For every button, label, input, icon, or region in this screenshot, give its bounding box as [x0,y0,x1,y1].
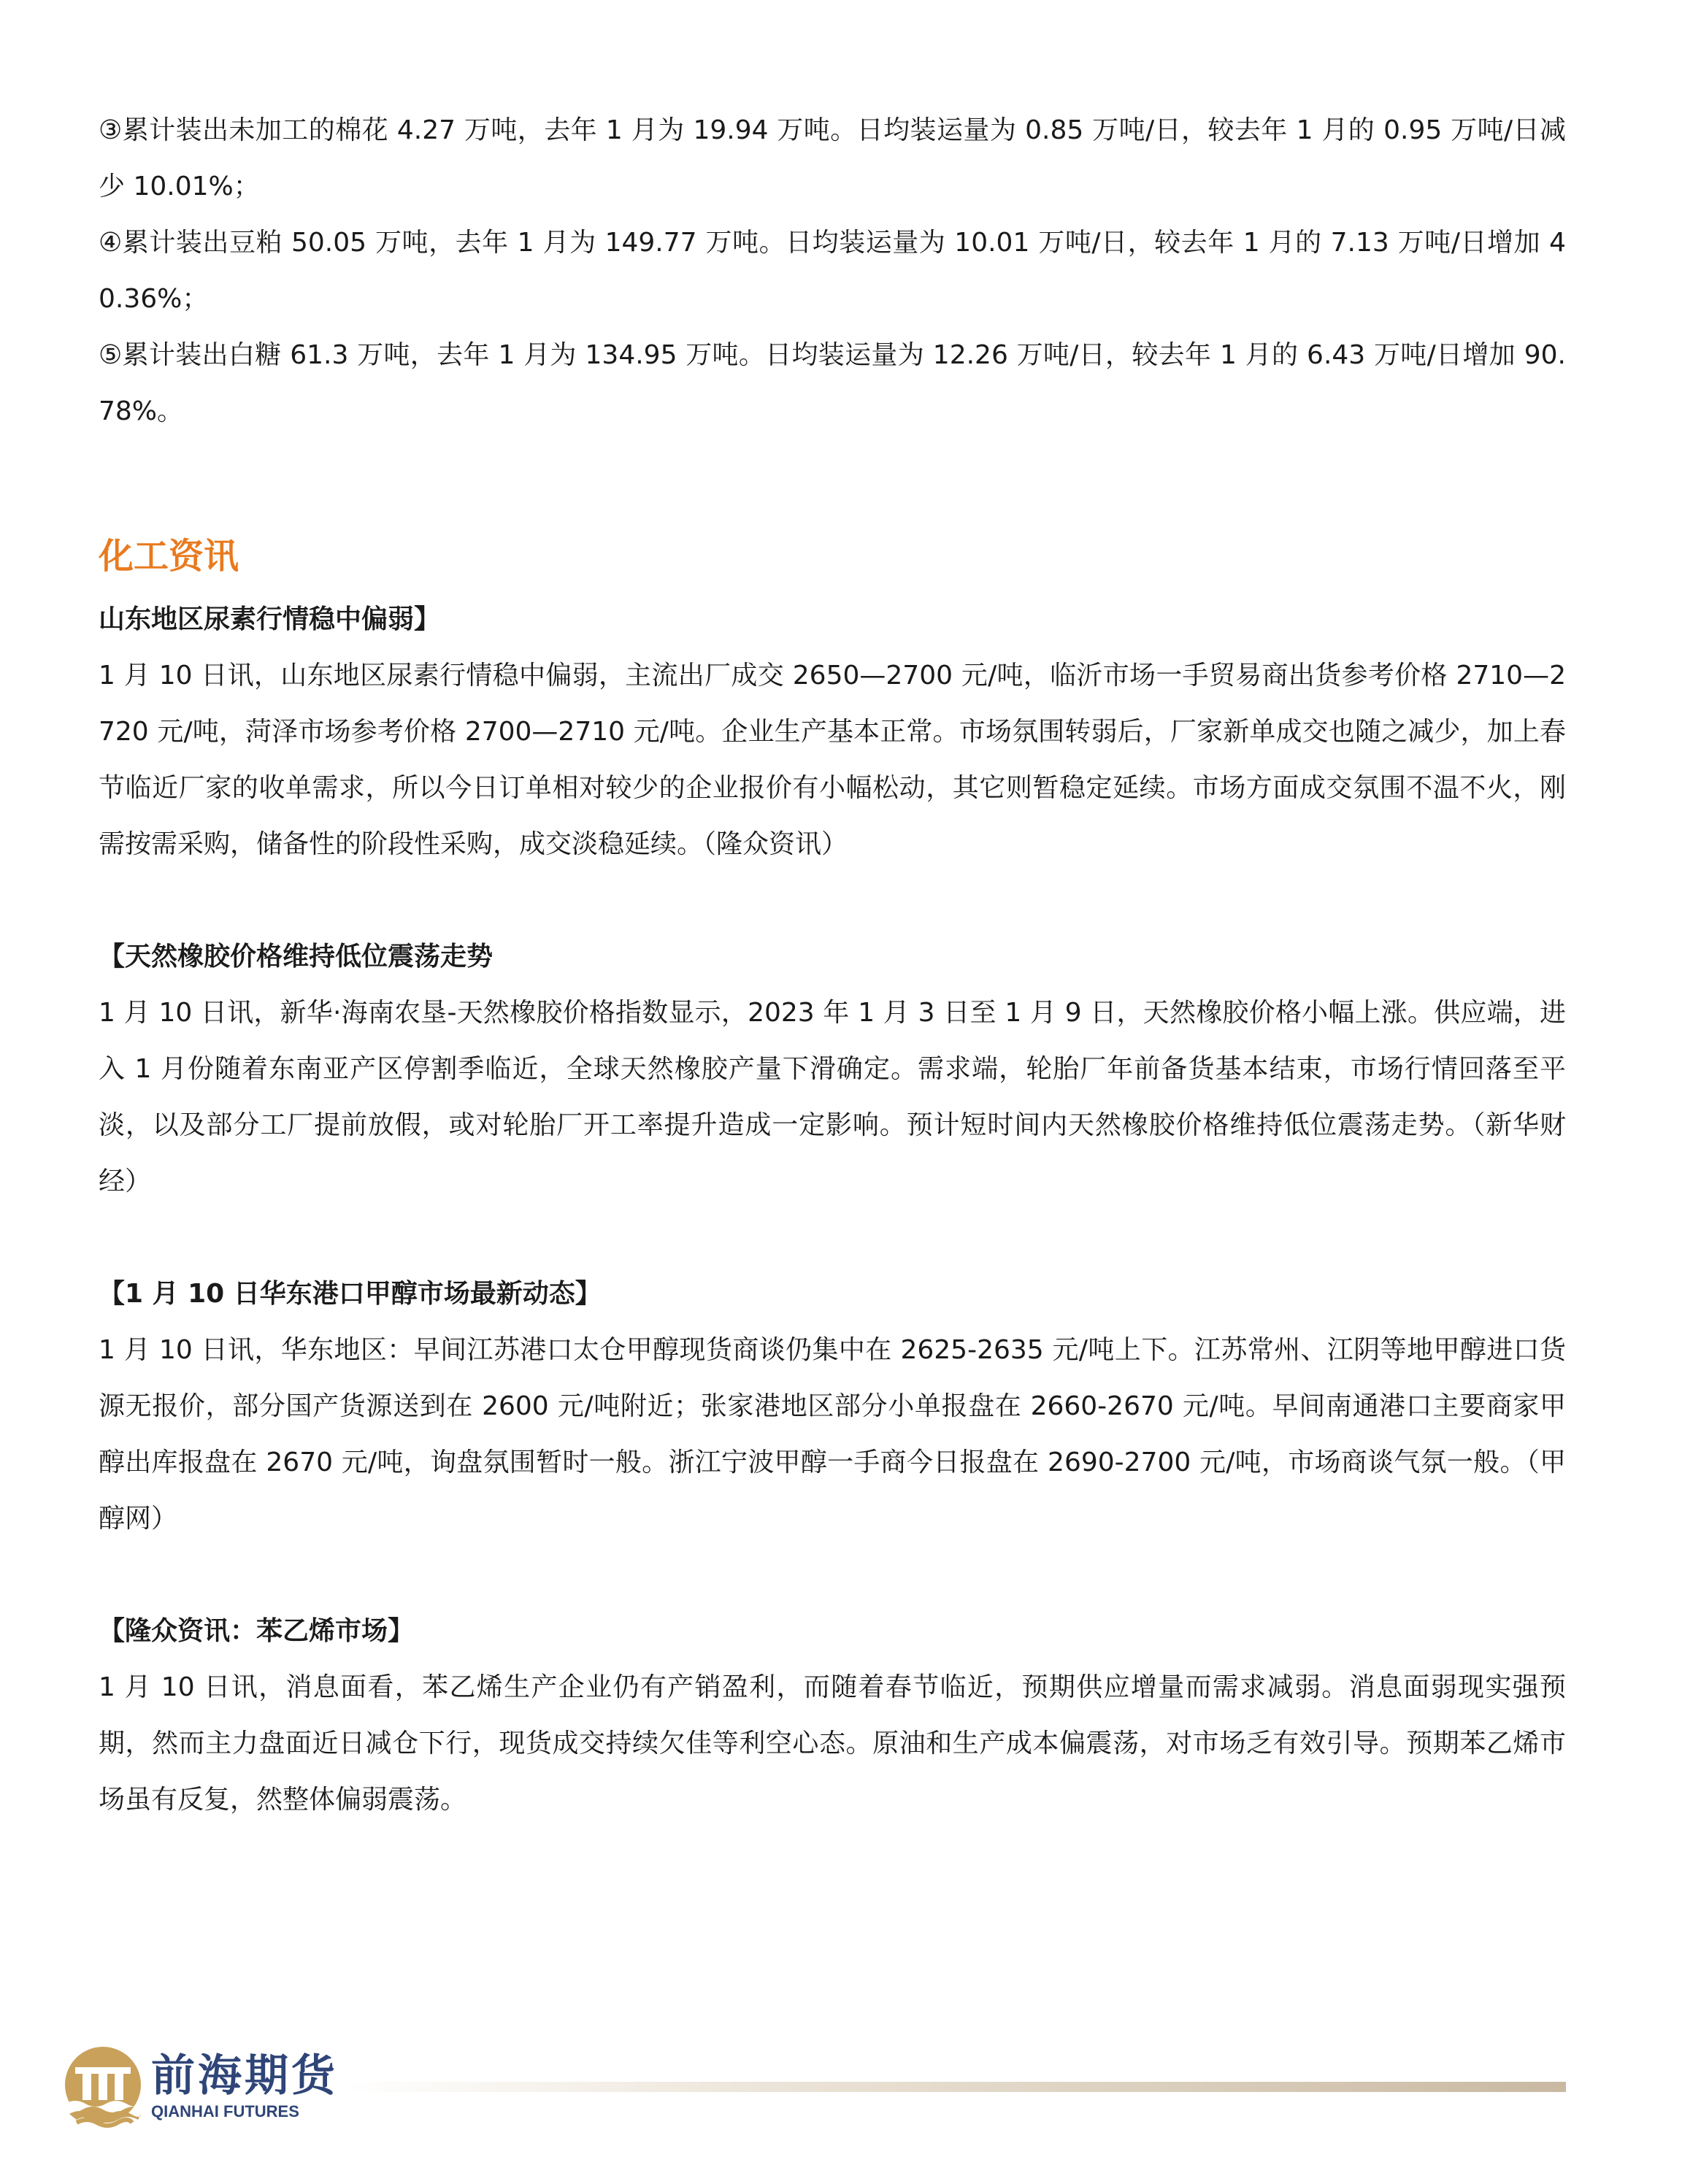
intro-paragraph-cotton: ③累计装出未加工的棉花 4.27 万吨，去年 1 月为 19.94 万吨。日均装运量为 0.85 万吨/日，较去年 1 月的 0.95 万吨/日减少 10.01%； [99,115,1566,201]
qianhai-logo-icon [62,2045,144,2130]
news-item-methanol [99,1266,1566,1547]
page-content [99,102,1566,1884]
news-body: 1 月 10 日讯，消息面看，苯乙烯生产企业仍有产销盈利，而随着春节临近，预期供应增量而需求减弱。消息面弱现实强预期，然而主力盘面近日减仓下行，现货成交持续欠佳等利空心态。原油和生产成本偏震荡，对市场乏有效引导。预期苯乙烯市场虽有反复，然整体偏弱震荡。 [99,1672,1566,1815]
intro-paragraph-sugar: ⑤累计装出白糖 61.3 万吨，去年 1 月为 134.95 万吨。日均装运量为 12.26 万吨/日，较去年 1 月的 6.43 万吨/日增加 90.78%。 [99,340,1566,426]
intro-paragraph-soymeal: ④累计装出豆粕 50.05 万吨，去年 1 月为 149.77 万吨。日均装运量为 10.01 万吨/日，较去年 1 月的 7.13 万吨/日增加 40.36%； [99,228,1566,314]
news-item-urea [99,591,1566,872]
page-footer [62,2037,1566,2139]
news-body: 1 月 10 日讯，山东地区尿素行情稳中偏弱，主流出厂成交 2650—2700 元/吨，临沂市场一手贸易商出货参考价格 2710—2720 元/吨，菏泽市场参考价格 2700—2710 元/吨。企业生产基本正常。市场氛围转弱后，厂家新单成交也随之减少，加上春节临近厂家的收单需求，所以今日订单相对较少的企业报价有小幅松动，其它则暂稳定延续。市场方面成交氛围不温不火，刚需按需采购，储备性的阶段性采购，成交淡稳延续。（隆众资讯） [99,661,1566,859]
news-body: 1 月 10 日讯，华东地区：早间江苏港口太仓甲醇现货商谈仍集中在 2625-2635 元/吨上下。江苏常州、江阴等地甲醇进口货源无报价，部分国产货源送到在 2600 元/吨附近；张家港地区部分小单报盘在 2660-2670 元/吨。早间南通港口主要商家甲醇出库报盘在 2670 元/吨，询盘氛围暂时一般。浙江宁波甲醇一手商今日报盘在 2690-2700 元/吨，市场商谈气氛一般。（甲醇网） [99,1335,1566,1534]
news-title: 【隆众资讯：苯乙烯市场】 [99,1616,415,1646]
news-body: 1 月 10 日讯，新华·海南农垦-天然橡胶价格指数显示，2023 年 1 月 3 日至 1 月 9 日，天然橡胶价格小幅上涨。供应端，进入 1 月份随着东南亚产区停割季临近，全球天然橡胶产量下滑确定。需求端，轮胎厂年前备货基本结束，市场行情回落至平淡，以及部分工厂提前放假，或对轮胎厂开工率提升造成一定影响。预计短时间内天然橡胶价格维持低位震荡走势。（新华财经） [99,998,1566,1196]
news-title: 山东地区尿素行情稳中偏弱】 [99,604,441,634]
news-title: 【1 月 10 日华东港口甲醇市场最新动态】 [99,1279,602,1309]
news-item-styrene [99,1603,1566,1828]
news-item-rubber [99,928,1566,1210]
logo-chinese-name: 前海期货 [151,2050,338,2102]
logo-english-name: QIANHAI FUTURES [151,2102,299,2120]
footer-divider [345,2082,1566,2092]
company-logo [62,2037,339,2139]
section-title: 化工资讯 [99,536,239,577]
intro-block [99,102,1566,439]
news-title: 【天然橡胶价格维持低位震荡走势 [99,942,494,972]
